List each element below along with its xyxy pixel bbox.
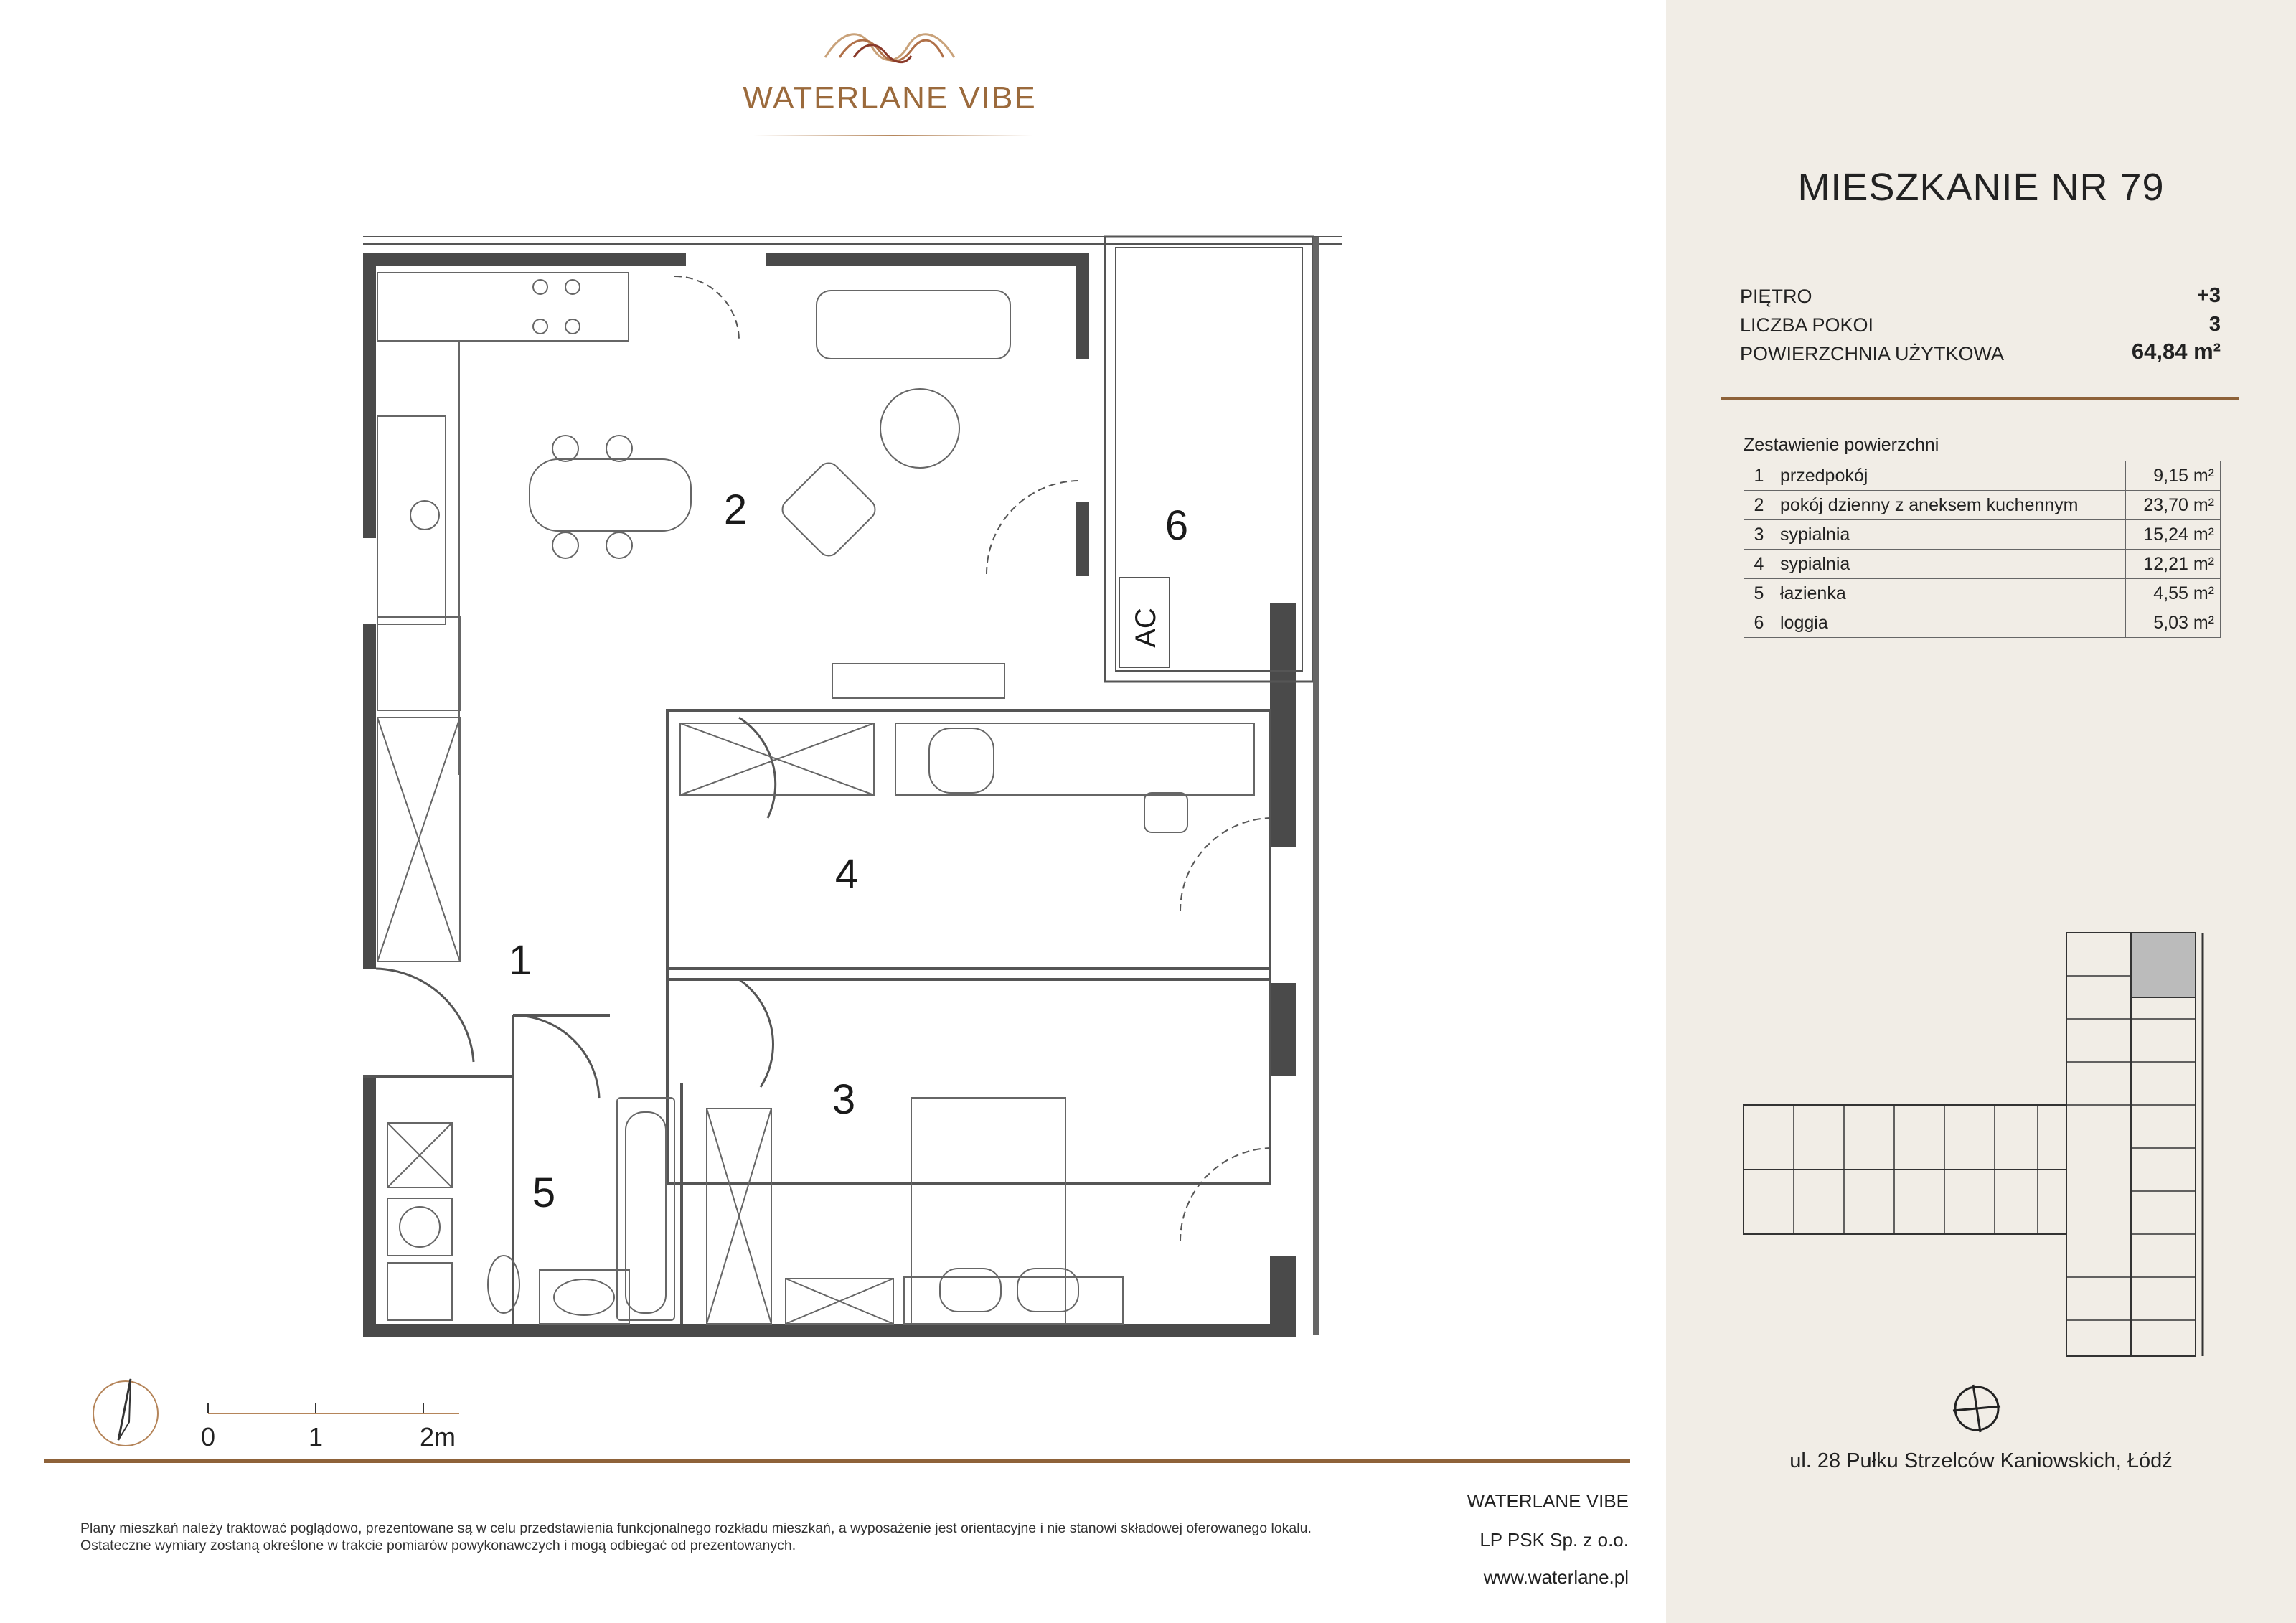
table-cell: sypialnia [1774,550,2126,579]
bedroom3-furniture [707,1098,1123,1324]
floor-value: +3 [2196,284,2221,307]
table-row [1744,520,2221,550]
table-cell: 6 [1744,608,1774,638]
table-cell: 5,03 m² [2126,608,2221,638]
scale-label-1: 1 [308,1422,324,1452]
living-furniture [530,291,1010,698]
compass-icon [1952,1383,2002,1434]
table-row [1744,579,2221,608]
bedroom4-furniture [680,723,1254,832]
floor-plan [337,215,1342,1363]
area-summary-table [1744,461,2221,638]
company-name: WATERLANE VIBE [1467,1490,1629,1512]
wall-top-right [766,253,1089,266]
rooms-value: 3 [2208,313,2221,336]
scale-label-0: 0 [200,1422,216,1452]
table-row [1744,491,2221,520]
table-cell: 4,55 m² [2126,579,2221,608]
wall-left [363,253,376,1337]
room-label-6: 6 [1165,502,1189,549]
info-panel [1666,0,2296,1623]
table-cell: 9,15 m² [2126,461,2221,491]
logo-underline [753,135,1033,136]
disclaimer-line-2: Ostateczne wymiary zostaną określone w trakcie pomiarów powykonawczych i mogą odbiegać od prezentowanych. [80,1538,796,1553]
area-value: 64,84 m² [2131,339,2221,364]
disclaimer-line-1: Plany mieszkań należy traktować poglądowo, prezentowane są w celu przedstawienia funkcjonalnego rozkładu mieszkań, a wyposażenie jest orientacyjne i nie stanowi składowej oferowanego lokalu. [80,1520,1312,1536]
table-cell: 4 [1744,550,1774,579]
interior-walls [363,710,1270,1324]
company-website[interactable]: www.waterlane.pl [1483,1566,1629,1588]
table-cell: przedpokój [1774,461,2126,491]
room-label-2: 2 [723,486,748,533]
table-cell: 1 [1744,461,1774,491]
room-label-5: 5 [532,1170,556,1216]
table-cell: sypialnia [1774,520,2126,550]
table-cell: łazienka [1774,579,2126,608]
bathroom-fixtures [387,1098,674,1324]
door-swings [376,718,776,1098]
doors [674,276,1270,1241]
rooms-label: LICZBA POKOI [1740,314,1874,336]
scale-label-2: 2m [419,1422,456,1452]
room-label-1: 1 [508,937,532,984]
table-cell: 3 [1744,520,1774,550]
table-cell: pokój dzienny z aneksem kuchennym [1774,491,2126,520]
table-row [1744,608,2221,638]
building-key-plan [1736,926,2224,1370]
table-cell: 23,70 m² [2126,491,2221,520]
table-cell: 5 [1744,579,1774,608]
address: ul. 28 Pułku Strzelców Kaniowskich, Łódź [1789,1449,2173,1472]
footer-divider [44,1459,1630,1463]
company-legal: LP PSK Sp. z o.o. [1479,1529,1629,1551]
table-row [1744,461,2221,491]
kitchen [377,273,629,961]
room-labels [509,486,1188,1216]
disclaimer [80,1520,1444,1554]
waterlane-logo [718,14,1062,144]
table-cell: loggia [1774,608,2126,638]
floor-label: PIĘTRO [1740,286,1812,307]
wall-bottom [363,1324,1296,1337]
area-label: POWIERZCHNIA UŻYTKOWA [1740,343,2005,364]
table-cell: 2 [1744,491,1774,520]
north-arrow-icon [86,1372,165,1451]
table-cell: 12,21 m² [2126,550,2221,579]
logo-wordmark: WATERLANE VIBE [743,80,1037,116]
ac-label: AC [1130,608,1162,648]
divider [1721,397,2239,400]
highlighted-unit [2131,933,2196,997]
summary-title: Zestawienie powierzchni [1744,435,1939,455]
wall-top-left [363,253,686,266]
scale-bar [187,1399,474,1457]
room-label-4: 4 [834,851,859,898]
room-label-3: 3 [832,1076,856,1123]
table-row [1744,550,2221,579]
apartment-title: MIESZKANIE NR 79 [1797,166,2165,209]
table-cell: 15,24 m² [2126,520,2221,550]
